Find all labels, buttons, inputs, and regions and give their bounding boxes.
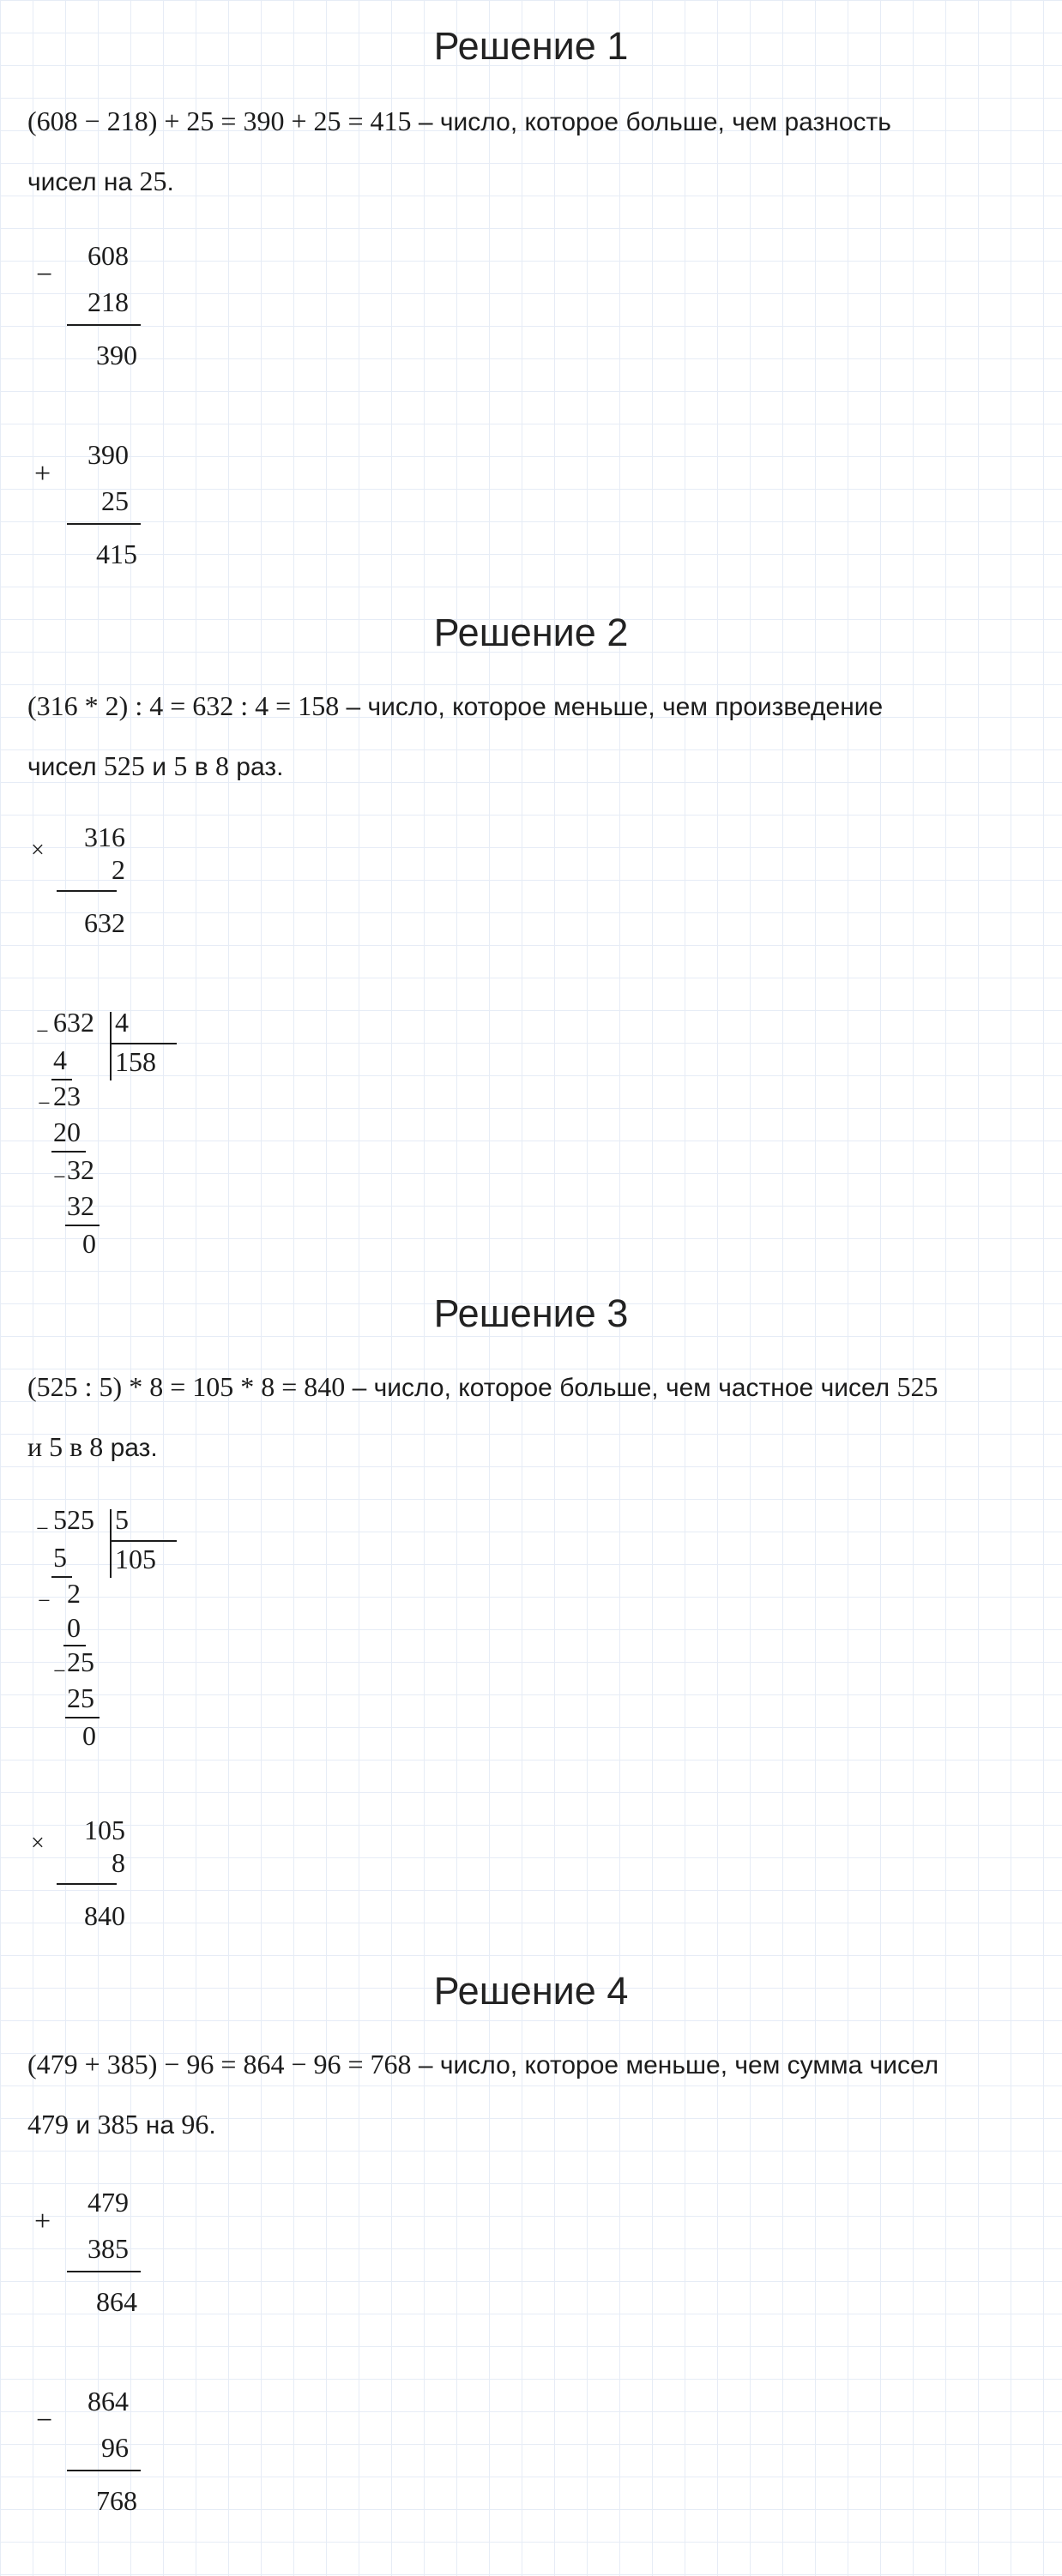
difference: 390 xyxy=(96,340,137,370)
step-line xyxy=(51,1151,86,1153)
step-line xyxy=(65,1225,100,1226)
final-remainder: 0 xyxy=(82,1720,96,1751)
solution-2-title: Решение 2 xyxy=(433,611,629,654)
column-multiplication xyxy=(31,820,125,948)
long-division xyxy=(34,1504,189,1761)
minuend: 864 xyxy=(87,2386,129,2417)
minus-sign: − xyxy=(36,1019,49,1044)
result-line xyxy=(67,523,141,525)
addend-2: 25 xyxy=(101,485,129,516)
long-division xyxy=(34,1007,189,1264)
factor-1: 105 xyxy=(84,1815,125,1845)
step-subtract: 32 xyxy=(67,1190,94,1221)
result-line xyxy=(67,324,141,326)
factor-1: 316 xyxy=(84,822,125,852)
addend-1: 390 xyxy=(87,439,129,470)
step-subtract: 4 xyxy=(53,1044,67,1075)
minus-sign: − xyxy=(53,1658,66,1683)
minuend: 608 xyxy=(87,240,129,271)
step-subtract: 20 xyxy=(53,1116,81,1147)
solution-4-text-line-1: (479 + 385) − 96 = 864 − 96 = 768 – число, которое меньше, чем сумма чисел xyxy=(27,2049,939,2079)
step-remainder: 23 xyxy=(53,1080,81,1111)
step-subtract: 0 xyxy=(67,1612,81,1643)
division-bar-vertical xyxy=(110,1012,112,1080)
quotient: 105 xyxy=(115,1544,156,1574)
final-remainder: 0 xyxy=(82,1228,96,1259)
step-remainder: 32 xyxy=(67,1154,94,1185)
sum: 864 xyxy=(96,2286,137,2317)
solution-1-text-line-1: (608 − 218) + 25 = 390 + 25 = 415 – число, которое больше, чем разность xyxy=(27,105,891,136)
result-line xyxy=(57,890,117,892)
solution-3-text-line-1: (525 : 5) * 8 = 105 * 8 = 840 – число, которое больше, чем частное чисел 525 xyxy=(27,1371,938,1402)
column-subtraction xyxy=(34,238,137,384)
divisor: 4 xyxy=(115,1007,129,1038)
dividend: 525 xyxy=(53,1504,94,1535)
addend-2: 385 xyxy=(87,2233,129,2264)
column-subtraction xyxy=(34,2384,137,2530)
factor-2: 8 xyxy=(112,1847,125,1878)
factor-2: 2 xyxy=(112,854,125,885)
column-addition xyxy=(34,2185,137,2331)
step-line xyxy=(65,1717,100,1718)
dividend: 632 xyxy=(53,1007,94,1038)
subtrahend: 96 xyxy=(101,2432,129,2463)
product: 632 xyxy=(84,907,125,938)
difference: 768 xyxy=(96,2485,137,2516)
minus-sign: − xyxy=(53,1165,66,1189)
division-bar-horizontal xyxy=(110,1540,177,1542)
plus-sign: + xyxy=(34,2206,51,2237)
subtrahend: 218 xyxy=(87,286,129,317)
step-subtract: 25 xyxy=(67,1682,94,1713)
plus-sign: + xyxy=(34,458,51,490)
column-multiplication xyxy=(31,1813,125,1941)
solution-4-text-line-2: 479 и 385 на 96. xyxy=(27,2109,216,2140)
times-sign: × xyxy=(31,837,45,864)
result-line xyxy=(57,1883,117,1885)
addend-1: 479 xyxy=(87,2187,129,2218)
minus-sign: − xyxy=(38,1588,51,1613)
divisor: 5 xyxy=(115,1504,129,1535)
result-line xyxy=(67,2271,141,2272)
column-addition xyxy=(34,437,137,583)
solution-3-title: Решение 3 xyxy=(433,1291,629,1335)
step-subtract: 5 xyxy=(53,1542,67,1573)
sum: 415 xyxy=(96,539,137,569)
step-remainder: 25 xyxy=(67,1646,94,1677)
division-bar-vertical xyxy=(110,1509,112,1578)
solution-2-text-line-2: чисел 525 и 5 в 8 раз. xyxy=(27,750,284,781)
step-remainder: 2 xyxy=(67,1578,81,1609)
result-line xyxy=(67,2470,141,2471)
times-sign: × xyxy=(31,1830,45,1857)
division-bar-horizontal xyxy=(110,1043,177,1044)
solution-4-title: Решение 4 xyxy=(433,1969,629,2013)
solution-3-text-line-2: и 5 в 8 раз. xyxy=(27,1431,158,1462)
solution-1-title: Решение 1 xyxy=(433,24,629,68)
quotient: 158 xyxy=(115,1046,156,1077)
solution-1-text-line-2: чисел на 25. xyxy=(27,166,174,196)
product: 840 xyxy=(84,1900,125,1931)
minus-sign: − xyxy=(36,2404,53,2436)
minus-sign: − xyxy=(36,1516,49,1541)
minus-sign: − xyxy=(38,1091,51,1116)
minus-sign: − xyxy=(36,259,53,291)
solution-2-text-line-1: (316 * 2) : 4 = 632 : 4 = 158 – число, которое меньше, чем произведение xyxy=(27,690,884,721)
